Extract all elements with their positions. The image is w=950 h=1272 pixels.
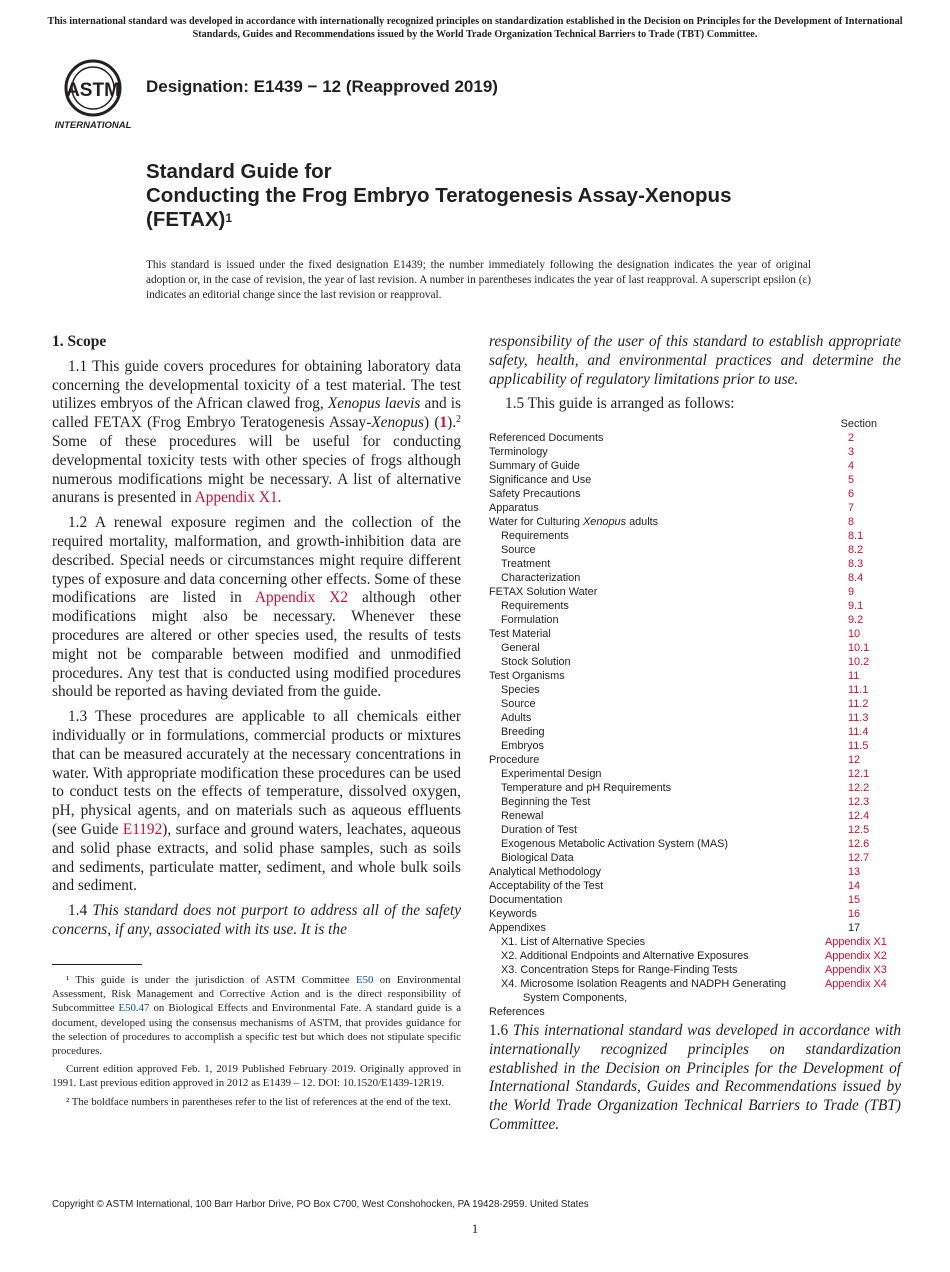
- toc-section-link[interactable]: 4: [848, 460, 855, 472]
- toc-row: [489, 613, 903, 627]
- toc-section-link[interactable]: 10.2: [848, 656, 870, 668]
- toc-section-link[interactable]: 14: [848, 880, 861, 892]
- appendix-x2-link[interactable]: Appendix X2: [254, 589, 349, 607]
- toc-row: [489, 795, 903, 809]
- toc-label: Test Organisms: [489, 670, 565, 682]
- toc-section-link[interactable]: 9.2: [848, 614, 864, 626]
- toc-row: [489, 445, 903, 459]
- footnotes: [52, 973, 461, 1113]
- toc-row: [489, 767, 903, 781]
- toc-section-link[interactable]: 12.2: [848, 782, 870, 794]
- toc-label: Treatment: [501, 558, 551, 570]
- toc-row: [489, 949, 903, 963]
- toc-row: [489, 851, 903, 865]
- logo-text: ASTM: [66, 80, 120, 101]
- toc-section-link[interactable]: 5: [848, 474, 855, 486]
- toc-row: [489, 431, 903, 445]
- toc-section-link[interactable]: 8.1: [848, 530, 864, 542]
- wto-notice: This international standard was developed in accordance with internationally recognized principles on standardization established in the Decision on Principles for the Development of International Standards, Guides and Recommendations issued by the World Trade Organization Technical Barriers to Trade (TBT) Committee.: [47, 16, 903, 40]
- toc-row: [489, 809, 903, 823]
- toc-row: [489, 907, 903, 921]
- toc-section-link[interactable]: 11: [848, 670, 860, 682]
- toc-label: Biological Data: [501, 852, 574, 864]
- footnote-divider: [52, 964, 142, 965]
- toc-section-link[interactable]: 8: [848, 516, 855, 528]
- toc-label: Referenced Documents: [489, 432, 604, 444]
- toc-row: [489, 837, 903, 851]
- astm-logo: [53, 58, 135, 132]
- toc-row: [489, 459, 903, 473]
- footnote-1: ¹ This guide is under the jurisdiction of ASTM Committee E50 on Environmental Assessment, Risk Management and Corrective Action and is the direct responsibility of Subcommittee E50.47 on Biological Effects and Environmental Fate. A standard guide is a document, developed using the consensus mechanisms of ASTM, that provides guidance for the selection of procedures to accomplish a specific test but which does not stipulate specific procedures.: [52, 974, 462, 1058]
- toc-row: [489, 487, 903, 501]
- toc-section-link[interactable]: 3: [848, 446, 855, 458]
- edition-note: Current edition approved Feb. 1, 2019 Published February 2019. Originally approved in 1991. Last previous edition approved in 2012 as E1439 – 12. DOI: 10.1520/E1439-12R19.: [52, 1063, 461, 1090]
- toc-section-link[interactable]: 9: [848, 586, 855, 598]
- toc-row: [489, 879, 903, 893]
- toc-section-link[interactable]: 12: [848, 754, 861, 766]
- toc-label: Species: [501, 684, 540, 696]
- paragraph-1-4-continued: responsibility of the user of this standard to establish appropriate safety, health, and environmental practices and determine the applicability of regulatory limitations prior to use.: [489, 333, 901, 388]
- left-column: [52, 333, 461, 946]
- toc-row: [489, 921, 903, 935]
- paragraph-1-5: 1.5 This guide is arranged as follows:: [505, 395, 735, 413]
- toc-row: [489, 683, 903, 697]
- title-line-2: Conducting the Frog Embryo Teratogenesis Assay-Xenopus: [146, 184, 732, 207]
- toc-section-link[interactable]: 8.4: [848, 572, 864, 584]
- toc-label: General: [501, 642, 540, 654]
- toc-section-link[interactable]: 12.4: [848, 810, 870, 822]
- paragraph-1-4: 1.4 This standard does not purport to address all of the safety concerns, if any, associated with its use. It is the: [52, 902, 462, 938]
- toc-section-link[interactable]: 13: [848, 866, 861, 878]
- toc-label: Embryos: [501, 740, 544, 752]
- toc-row: [489, 739, 903, 753]
- right-column: [489, 333, 901, 420]
- toc-label: Requirements: [501, 530, 569, 542]
- appendix-x1-link[interactable]: Appendix X1: [194, 489, 278, 507]
- toc-label: X2. Additional Endpoints and Alternative Exposures: [501, 950, 749, 962]
- toc-label: X1. List of Alternative Species: [501, 936, 646, 948]
- page-number: 1: [471, 1221, 479, 1236]
- title-line-3: (FETAX): [146, 208, 226, 231]
- toc-label: Requirements: [501, 600, 569, 612]
- toc-section-link[interactable]: 12.6: [848, 838, 870, 850]
- toc-section-link[interactable]: 9.1: [848, 600, 864, 612]
- title-footnote-ref[interactable]: 1: [225, 211, 233, 225]
- toc-label: Exogenous Metabolic Activation System (MAS): [501, 838, 728, 850]
- toc-label: References: [489, 1006, 545, 1018]
- toc-label: Summary of Guide: [489, 460, 580, 472]
- toc-section-link[interactable]: 15: [848, 894, 861, 906]
- toc-row: [489, 753, 903, 767]
- scope-heading: 1. Scope: [52, 333, 107, 350]
- toc-row: [489, 823, 903, 837]
- toc-label: X3. Concentration Steps for Range-Finding Tests: [501, 964, 738, 976]
- toc-section-link[interactable]: 11.3: [848, 712, 869, 724]
- toc-section-link[interactable]: 12.7: [848, 852, 870, 864]
- toc-section-link[interactable]: Appendix X3: [825, 964, 887, 976]
- toc-row: [489, 963, 903, 977]
- toc-label: X4. Microsome Isolation Reagents and NADPH Generating System Components,: [501, 978, 787, 1004]
- toc-row: [489, 781, 903, 795]
- toc-row: [489, 585, 903, 599]
- toc-label: Breeding: [501, 726, 545, 738]
- toc-row: [489, 977, 903, 1005]
- toc-row: [489, 697, 903, 711]
- toc-section-link[interactable]: 11.2: [848, 698, 869, 710]
- section-index-rows: [489, 431, 903, 1019]
- toc-row: [489, 669, 903, 683]
- toc-row: [489, 515, 903, 529]
- toc-row: [489, 501, 903, 515]
- toc-section-link[interactable]: 16: [848, 908, 861, 920]
- paragraph-1-3: 1.3 These procedures are applicable to all chemicals either individually or in formulations, commercial products or mixtures that can be measured accurately at the necessary concentrations in water. With appropriate modification these procedures can be used to conduct tests on the effects of temperature, dissolved oxygen, pH, physical agents, and on materials such as aqueous effluents (see Guide E1192), surface and ground waters, leachates, aqueous and solid phase extracts, and solid phase samples, such as soils and sediments, particulate matter, sediment, and whole bulk soils and sediment.: [52, 708, 461, 895]
- toc-label: Documentation: [489, 894, 563, 906]
- footnote-ref-2[interactable]: 2: [456, 414, 462, 426]
- toc-section-link[interactable]: Appendix X4: [825, 978, 887, 990]
- toc-label: Renewal: [501, 810, 544, 822]
- toc-row: [489, 627, 903, 641]
- designation: Designation: E1439 − 12 (Reapproved 2019): [146, 77, 498, 96]
- toc-row: [489, 571, 903, 585]
- toc-section-link: 17: [848, 922, 861, 934]
- toc-section-link[interactable]: 11.1: [848, 684, 869, 696]
- toc-label: Duration of Test: [501, 824, 578, 836]
- toc-label: Safety Precautions: [489, 488, 581, 500]
- guide-e1192-link[interactable]: E1192: [122, 820, 163, 838]
- toc-label: Source: [501, 698, 536, 710]
- toc-label: Analytical Methodology: [489, 866, 601, 878]
- toc-label: FETAX Solution Water: [489, 586, 598, 598]
- toc-row: [489, 1005, 903, 1019]
- toc-section-link[interactable]: 12.3: [848, 796, 870, 808]
- toc-label: Test Material: [489, 628, 551, 640]
- paragraph-1-2: 1.2 A renewal exposure regimen and the collection of the required mortality, malformation, and growth-inhibition data are described. Special needs or circumstances might require different types of exposure and data concerning other effects. Some of these modifications are listed in Appendix X2 although other modifications might also be necessary. Whenever these procedures are altered or other species used, the results of tests might not be comparable between modified and unmodified procedures. Any test that is conducted using modified procedures should be reported as having deviated from the guide.: [52, 514, 461, 701]
- toc-section-link[interactable]: Appendix X1: [825, 936, 887, 948]
- toc-row: [489, 473, 903, 487]
- toc-row: [489, 865, 903, 879]
- toc-label: Keywords: [489, 908, 537, 920]
- toc-label: Stock Solution: [501, 656, 571, 668]
- section-column-header: Section: [840, 418, 877, 430]
- paragraph-1-1: 1.1 This guide covers procedures for obtaining laboratory data concerning the developmental toxicity of a test material. The test utilizes embryos of the African clawed frog, Xenopus laevis and is called FETAX (Frog Embryo Teratogenesis Assay-Xenopus) (1).$^2$ Some of these procedures will be useful for conducting developmental toxicity tests with other species of frogs although numerous modifications might be necessary. A list of alternative anurans is presented in Appendix X1.: [52, 357, 462, 507]
- toc-section-link[interactable]: 2: [848, 432, 855, 444]
- toc-label: Characterization: [501, 572, 581, 584]
- toc-row: [489, 599, 903, 613]
- toc-label: Procedure: [489, 754, 540, 766]
- toc-label: Temperature and pH Requirements: [501, 782, 672, 794]
- issued-note: This standard is issued under the fixed designation E1439; the number immediately following the designation indicates the year of original adoption or, in the case of revision, the year of last revision. A number in parentheses indicates the year of last reapproval. A superscript epsilon (ε) indicates an editorial change since the last revision or reapproval.: [146, 259, 811, 301]
- toc-row: [489, 641, 903, 655]
- toc-label: Formulation: [501, 614, 559, 626]
- toc-section-link[interactable]: 12.1: [848, 768, 870, 780]
- toc-section-link[interactable]: 11.5: [848, 740, 869, 752]
- toc-section-link[interactable]: Appendix X2: [825, 950, 887, 962]
- toc-section-link[interactable]: 8.2: [848, 544, 864, 556]
- toc-label: Acceptability of the Test: [489, 880, 604, 892]
- astm-logo-icon: [53, 58, 135, 132]
- toc-section-link[interactable]: 10: [848, 628, 861, 640]
- toc-label: Terminology: [489, 446, 548, 458]
- paragraph-1-6: 1.6 This international standard was developed in accordance with internationally recognized principles on standardization established in the Decision on Principles for the Development of International Standards, Guides and Recommendations issued by the World Trade Organization Technical Barriers to Trade (TBT) Committee.: [489, 1022, 901, 1133]
- toc-label: Apparatus: [489, 502, 539, 514]
- toc-label: Significance and Use: [489, 474, 592, 486]
- reference-link-1[interactable]: 1: [439, 414, 448, 432]
- toc-row: [489, 543, 903, 557]
- title-line-1: Standard Guide for: [146, 160, 332, 183]
- toc-row: [489, 655, 903, 669]
- toc-section-link[interactable]: 7: [848, 502, 855, 514]
- logo-subtext: INTERNATIONAL: [54, 120, 132, 131]
- toc-label: Beginning the Test: [501, 796, 591, 808]
- toc-row: [489, 725, 903, 739]
- toc-row: [489, 893, 903, 907]
- toc-label: Appendixes: [489, 922, 546, 934]
- toc-section-link[interactable]: 10.1: [848, 642, 870, 654]
- toc-label: Source: [501, 544, 536, 556]
- species-name: Xenopus laevis: [327, 395, 421, 413]
- toc-row: [489, 529, 903, 543]
- document-title: [146, 160, 866, 232]
- toc-section-link[interactable]: 6: [848, 488, 855, 500]
- toc-label: Experimental Design: [501, 768, 602, 780]
- footnote-2: ² The boldface numbers in parentheses refer to the list of references at the end of the text.: [66, 1095, 451, 1108]
- section-index: [489, 417, 903, 1019]
- committee-e50-link[interactable]: E50: [355, 974, 374, 986]
- toc-label: Water for Culturing Xenopus adults: [489, 516, 659, 528]
- toc-section-link[interactable]: 11.4: [848, 726, 869, 738]
- subcommittee-e5047-link[interactable]: E50.47: [118, 1002, 150, 1015]
- toc-row: [489, 935, 903, 949]
- toc-section-link[interactable]: 12.5: [848, 824, 870, 836]
- toc-label: Adults: [501, 712, 532, 724]
- toc-row: [489, 557, 903, 571]
- toc-section-link[interactable]: 8.3: [848, 558, 864, 570]
- copyright: Copyright © ASTM International, 100 Barr Harbor Drive, PO Box C700, West Conshohocken, PA 19428-2959. United States: [52, 1199, 589, 1210]
- toc-row: [489, 711, 903, 725]
